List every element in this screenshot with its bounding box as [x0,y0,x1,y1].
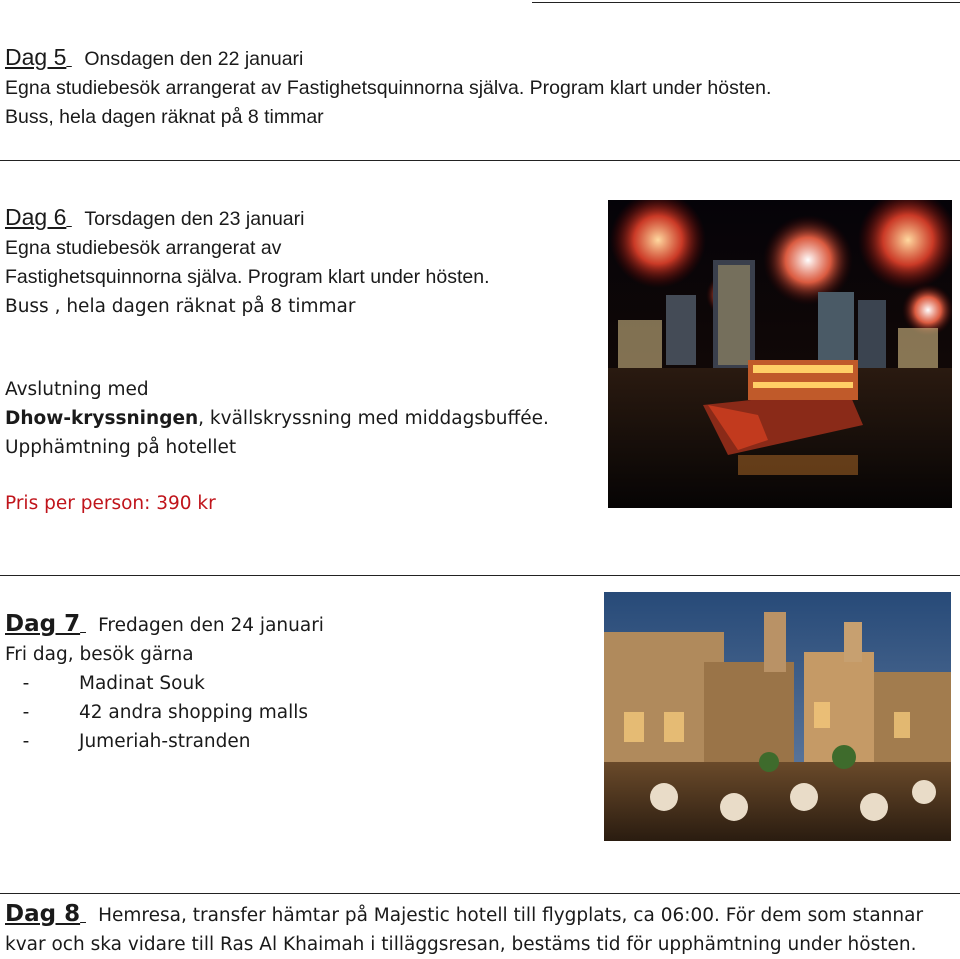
dhow-cruise-fireworks-photo [608,200,952,508]
closing-intro: Avslutning med [5,379,149,400]
list-item: - Jumeriah-stranden [5,731,251,752]
day5-section [5,43,771,132]
day8-heading: Dag 8 [5,901,81,927]
day5-heading-line [5,43,771,74]
day7-heading: Dag 7 [5,611,81,637]
day7-section [5,610,324,756]
day6-date: Torsdagen den 23 januari [84,208,305,230]
dhow-rest: , kvällskryssning med middagsbuffée. [198,408,549,429]
day6-section [5,203,490,321]
day8-line1-wrap [5,900,923,930]
pickup-line: Upphämtning på hotellet [5,437,237,458]
day8-line2: kvar och ska vidare till Ras Al Khaimah i tilläggsresan, bestäms tid för upphämtning under hösten. [5,934,917,955]
day7-date: Fredagen den 24 januari [98,615,324,636]
price-line: Pris per person: 390 kr [5,493,216,514]
madinat-souk-photo [604,592,951,841]
top-divider [532,2,960,3]
dhow-line [5,404,549,433]
day5-line1: Egna studiebesök arrangerat av Fastighetsquinnorna själva. Program klart under hösten. [5,77,772,99]
list-item: - 42 andra shopping malls [5,702,308,723]
day8-section [5,900,923,959]
day5-heading: Dag 5 [5,44,67,70]
day8-line1: Hemresa, transfer hämtar på Majestic hotell till flygplats, ca 06:00. För dem som stannar [98,905,924,926]
divider-3 [0,893,960,894]
day6-heading-line [5,203,490,234]
day5-date: Onsdagen den 22 januari [84,48,304,70]
day7-intro: Fri dag, besök gärna [5,644,194,665]
divider-1 [0,160,960,161]
day6-line2: Fastighetsquinnorna själva. Program klart under hösten. [5,266,490,288]
divider-2 [0,575,960,576]
day5-line2: Buss, hela dagen räknat på 8 timmar [5,106,324,128]
day6-line3: Buss , hela dagen räknat på 8 timmar [5,296,356,317]
day6-heading: Dag 6 [5,204,67,230]
dhow-bold: Dhow-kryssningen [5,408,199,429]
list-item: - Madinat Souk [5,673,205,694]
day7-heading-line [5,610,324,640]
day6-closing [5,375,549,518]
day6-line1: Egna studiebesök arrangerat av [5,237,282,259]
